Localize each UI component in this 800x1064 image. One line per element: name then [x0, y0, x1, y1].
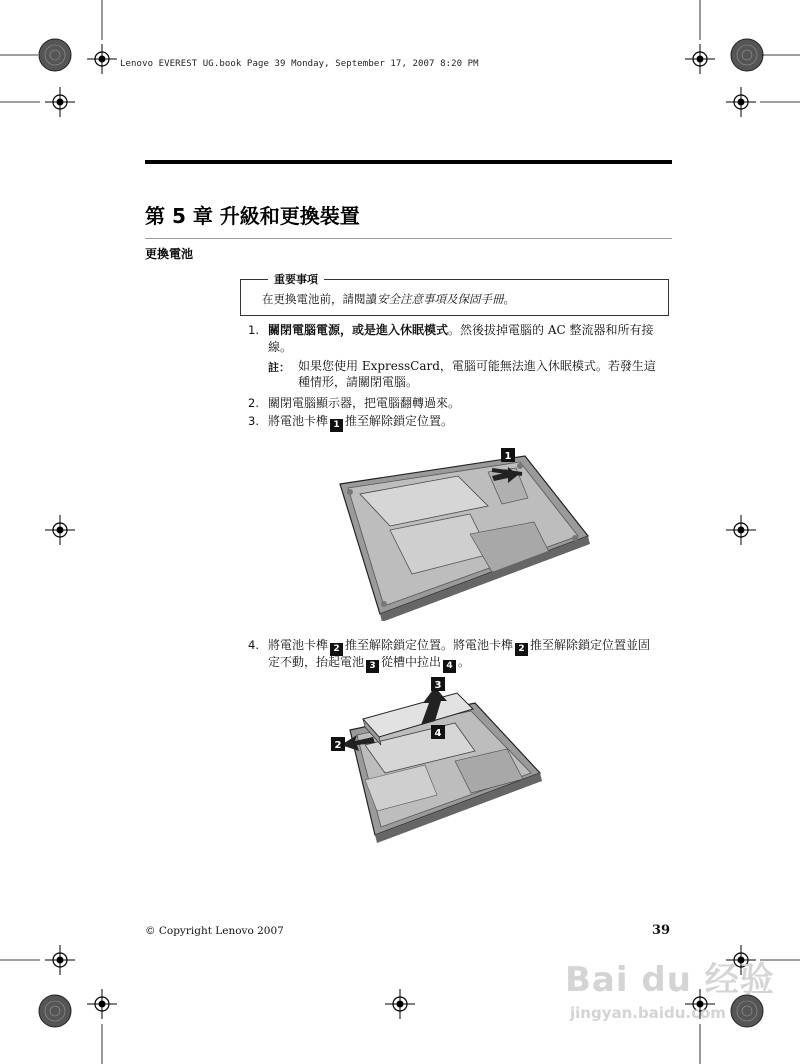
crosshair-mark: [385, 989, 415, 1019]
note-label: 註：: [268, 361, 290, 374]
figure-battery-removal: [325, 675, 550, 845]
crosshair-mark: [45, 945, 75, 975]
callout-4-label: 4: [434, 728, 442, 739]
callout-1-badge: [501, 448, 515, 462]
important-notice-label: 重要事項: [268, 271, 324, 287]
note-line-2: 種情形，請關閉電腦。: [298, 375, 419, 389]
step-4-text-c: 推至解除鎖定位置並固: [530, 638, 651, 652]
step-2-number: 2.: [248, 396, 259, 410]
callout-3-label: 3: [434, 680, 442, 691]
page-number: 39: [652, 923, 671, 938]
important-notice-text: [262, 291, 515, 307]
callout-badge: 2: [330, 643, 343, 656]
figure-laptop-battery-latch: [320, 446, 600, 621]
baidu-watermark-logo: Bai du 经验: [565, 960, 775, 1000]
step-4-text-b: 推至解除鎖定位置。將電池卡榫: [345, 638, 514, 652]
callout-2-badge: [331, 737, 345, 751]
crosshair-mark: [685, 44, 715, 74]
step-3-text-after: 推至解除鎖定位置。: [345, 414, 454, 428]
crosshair-mark: [87, 44, 117, 74]
callout-badge: 3: [366, 660, 379, 673]
print-header-info: Lenovo EVEREST UG.book Page 39 Monday, September 17, 2007 8:20 PM: [120, 59, 479, 69]
crosshair-mark: [45, 87, 75, 117]
step-4-text-a: 將電池卡榫: [268, 638, 329, 652]
step-2-text: 關閉電腦顯示器，把電腦翻轉過來。: [268, 396, 461, 410]
callout-2-label: 2: [334, 740, 342, 751]
step-4-text-f: 。: [458, 655, 471, 669]
step-4-number: 4.: [248, 638, 259, 652]
callout-badge: 2: [515, 643, 528, 656]
chapter-rule: [145, 160, 672, 164]
section-rule: [145, 238, 672, 239]
step-3-text-before: 將電池卡榫: [268, 414, 329, 428]
step-1-bold: 關閉電腦電源，或是進入休眠模式: [268, 323, 449, 337]
callout-1-label: 1: [504, 451, 512, 462]
corner-wheel-bottom-left: [39, 995, 71, 1027]
section-title: 更換電池: [145, 247, 194, 261]
crosshair-mark: [45, 515, 75, 545]
callout-badge: 1: [330, 419, 343, 432]
callout-4-badge: [431, 725, 445, 739]
step-1-text: 。然後拔掉電腦的 AC 整流器和所有接: [448, 323, 654, 337]
notice-text-after: 。: [503, 292, 515, 306]
callout-3-badge: [431, 677, 445, 691]
chapter-title: 第 5 章 升級和更換裝置: [145, 204, 360, 228]
crosshair-mark: [726, 87, 756, 117]
notice-text-before: 在更換電池前，請閱讀: [262, 292, 377, 306]
baidu-watermark-url: jingyan.baidu.com: [570, 1004, 726, 1022]
note-line-1: 如果您使用 ExpressCard，電腦可能無法進入休眠模式。若發生這: [298, 359, 656, 373]
step-1-line-2: 線。: [268, 340, 293, 354]
notice-manual-title: 安全注意事項及保固手冊: [377, 292, 504, 306]
corner-wheel-top-right: [731, 39, 763, 71]
corner-wheel-top-left: [39, 39, 71, 71]
step-4-line-2: [268, 654, 470, 673]
step-1-line-1: [268, 322, 654, 339]
step-4-text-d: 定不動，抬起電池: [268, 655, 365, 669]
step-1-number: 1.: [248, 323, 259, 337]
step-4-text-e: 從槽中拉出: [381, 655, 442, 669]
crosshair-mark: [726, 515, 756, 545]
step-3-number: 3.: [248, 414, 259, 428]
copyright-text: © Copyright Lenovo 2007: [145, 925, 284, 937]
crosshair-mark: [87, 989, 117, 1019]
step-3-text: [268, 413, 453, 432]
callout-badge: 4: [443, 660, 456, 673]
